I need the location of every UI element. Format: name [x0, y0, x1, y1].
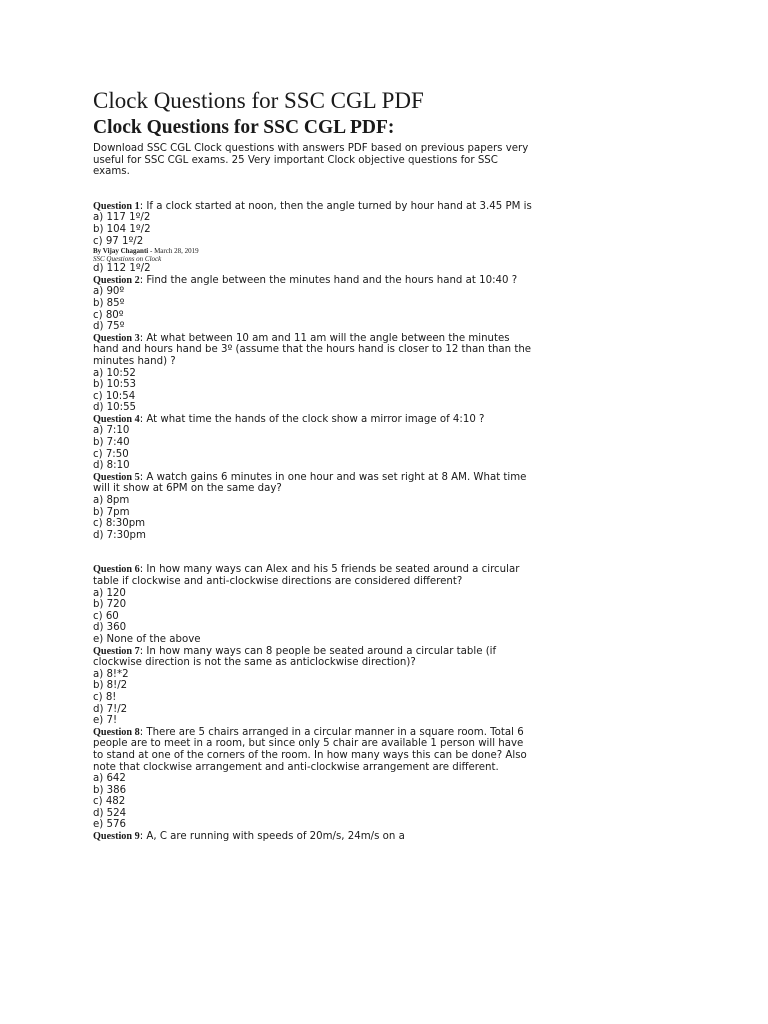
option: a) 642	[93, 773, 126, 785]
option: b) 720	[93, 599, 127, 611]
option: d) 7:30pm	[93, 529, 146, 541]
option: a) 117 1º/2	[93, 212, 151, 224]
post-date: - March 28, 2019	[148, 247, 199, 256]
question-label: Question 6	[93, 564, 140, 576]
byline	[93, 247, 533, 263]
question-3	[93, 333, 533, 414]
question-label: Question 7	[93, 645, 140, 657]
option: c) 8!	[93, 691, 117, 703]
question-5	[93, 472, 533, 542]
document-page	[93, 86, 533, 843]
question-text: : At what between 10 am and 11 am will the angle between the minutes hand and hours hand be 3º (assume that the hours hand is closer to 12 than than the minutes hand) ?	[93, 332, 532, 367]
option: b) 7:40	[93, 437, 130, 449]
question-1	[93, 201, 533, 275]
option: b) 104 1º/2	[93, 223, 151, 235]
question-6	[93, 564, 533, 645]
option: c) 482	[93, 796, 126, 808]
question-label: Question 8	[93, 726, 140, 738]
option: d) 524	[93, 807, 127, 819]
option: a) 90º	[93, 286, 125, 298]
option: c) 8:30pm	[93, 518, 146, 530]
question-2	[93, 275, 533, 333]
option: d) 112 1º/2	[93, 263, 151, 275]
option: d) 75º	[93, 321, 125, 333]
option: a) 10:52	[93, 367, 136, 379]
question-8	[93, 727, 533, 831]
option: b) 10:53	[93, 379, 137, 391]
author-name: By Vijay Chaganti	[93, 247, 149, 256]
question-text: : In how many ways can Alex and his 5 friends be seated around a circular table if clockwise and anti-clockwise directions are considered different?	[93, 564, 520, 587]
intro-paragraph: Download SSC CGL Clock questions with answers PDF based on previous papers very useful for SSC CGL exams. 25 Very important Clock objective questions for SSC exams.	[93, 143, 529, 178]
question-label: Question 2	[93, 274, 140, 286]
option: a) 7:10	[93, 425, 130, 437]
document-title: Clock Questions for SSC CGL PDF	[93, 88, 424, 113]
question-label: Question 3	[93, 332, 140, 344]
option: c) 7:50	[93, 448, 129, 460]
question-text: : If a clock started at noon, then the angle turned by hour hand at 3.45 PM is	[139, 200, 532, 212]
section-heading: Clock Questions for SSC CGL PDF:	[93, 117, 395, 138]
question-text: : There are 5 chairs arranged in a circular manner in a square room. Total 6 people are to meet in a room, but since only 5 chair are available 1 person will have to stand at one of the corners of the room. In how many ways this can be done? Also note that clockwise arrangement and anti-clockwise arrangement are different.	[93, 726, 527, 773]
option: d) 7!/2	[93, 703, 128, 715]
option: e) 576	[93, 819, 126, 831]
option: c) 80º	[93, 309, 124, 321]
question-label: Question 5	[93, 471, 140, 483]
option: b) 7pm	[93, 506, 130, 518]
question-9	[93, 831, 533, 843]
option: e) None of the above	[93, 633, 201, 645]
question-text: : At what time the hands of the clock show a mirror image of 4:10 ?	[139, 413, 485, 425]
option: a) 8!*2	[93, 668, 129, 680]
option: d) 360	[93, 622, 127, 634]
question-text: : Find the angle between the minutes hand and the hours hand at 10:40 ?	[139, 274, 518, 286]
option: d) 10:55	[93, 402, 137, 414]
question-label: Question 1	[93, 200, 140, 212]
question-text: : A, C are running with speeds of 20m/s, 24m/s on a	[139, 831, 405, 843]
option: a) 8pm	[93, 495, 130, 507]
option: b) 386	[93, 784, 127, 796]
section-gap	[93, 541, 533, 564]
option: a) 120	[93, 587, 126, 599]
option: c) 60	[93, 610, 119, 622]
question-label: Question 4	[93, 413, 140, 425]
option: b) 85º	[93, 297, 125, 309]
question-label: Question 9	[93, 831, 140, 843]
option: e) 7!	[93, 715, 118, 727]
option: d) 8:10	[93, 460, 130, 472]
question-text: : In how many ways can 8 people be seated around a circular table (if clockwise direction is not the same as anticlockwise direction)?	[93, 645, 497, 669]
option: c) 10:54	[93, 390, 136, 402]
question-text: : A watch gains 6 minutes in one hour and was set right at 8 AM. What time will it show at 6PM on the same day?	[93, 471, 527, 495]
option: b) 8!/2	[93, 680, 128, 692]
question-4	[93, 414, 533, 472]
option: c) 97 1º/2	[93, 235, 144, 247]
question-7	[93, 646, 533, 727]
post-category: SSC Questions on Clock	[93, 255, 162, 264]
